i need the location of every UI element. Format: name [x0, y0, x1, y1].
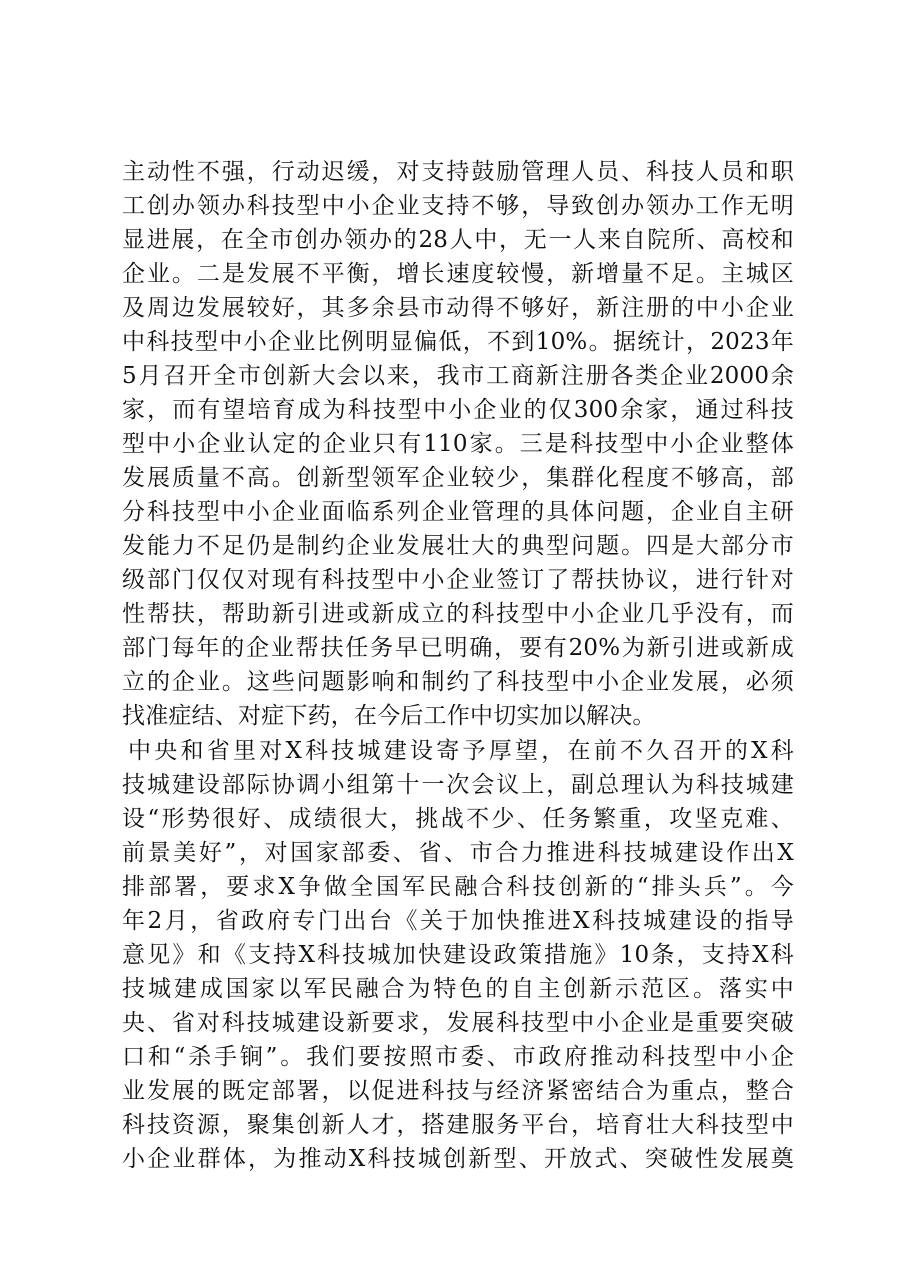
text-line: 技城建成国家以军民融合为特色的自主创新示范区。落实中	[122, 976, 794, 1002]
text-line: 业发展的既定部署，以促进科技与经济紧密结合为重点，整合	[122, 1078, 794, 1104]
text-line: 主动性不强，行动迟缓，对支持鼓励管理人员、科技人员和职	[122, 159, 794, 185]
text-line: 科技资源，聚集创新人才，搭建服务平台，培育壮大科技型中	[122, 1112, 794, 1138]
text-line: 5月召开全市创新大会以来，我市工商新注册各类企业2000余	[122, 363, 794, 389]
text-line: 企业。二是发展不平衡，增长速度较慢，新增量不足。主城区	[122, 261, 794, 287]
text-line: 分科技型中小企业面临系列企业管理的具体问题，企业自主研	[122, 499, 794, 525]
text-line: 显进展，在全市创办领办的28人中，无一人来自院所、高校和	[122, 227, 794, 253]
text-line: 意见》和《支持X科技城加快建设政策措施》10条，支持X科	[122, 942, 794, 968]
text-line: 部门每年的企业帮扶任务早已明确，要有20%为新引进或新成	[122, 635, 794, 661]
text-line: 技城建设部际协调小组第十一次会议上，副总理认为科技城建	[122, 772, 794, 798]
text-line: 发能力不足仍是制约企业发展壮大的典型问题。四是大部分市	[122, 533, 794, 559]
text-line: 口和“杀手锏”。我们要按照市委、市政府推动科技型中小企	[122, 1044, 794, 1070]
paragraph-start-line: 中央和省里对X科技城建设寄予厚望，在前不久召开的X科	[128, 738, 794, 764]
text-line: 前景美好”，对国家部委、省、市合力推进科技城建设作出X	[122, 840, 794, 866]
text-line: 级部门仅仅对现有科技型中小企业签订了帮扶协议，进行针对	[122, 567, 794, 593]
text-line: 家，而有望培育成为科技型中小企业的仅300余家，通过科技	[122, 397, 794, 423]
text-line: 性帮扶，帮助新引进或新成立的科技型中小企业几乎没有，而	[122, 601, 794, 627]
text-line: 小企业群体，为推动X科技城创新型、开放式、突破性发展奠	[122, 1146, 794, 1172]
text-line: 年2月，省政府专门出台《关于加快推进X科技城建设的指导	[122, 908, 794, 934]
text-line: 及周边发展较好，其多余县市动得不够好，新注册的中小企业	[122, 295, 794, 321]
text-line: 设“形势很好、成绩很大，挑战不少、任务繁重，攻坚克难、	[122, 806, 794, 832]
text-line: 立的企业。这些问题影响和制约了科技型中小企业发展，必须	[122, 669, 794, 695]
text-line: 工创办领办科技型中小企业支持不够，导致创办领办工作无明	[122, 193, 794, 219]
text-line: 中科技型中小企业比例明显偏低，不到10%。据统计，2023年	[122, 329, 794, 355]
text-line: 型中小企业认定的企业只有110家。三是科技型中小企业整体	[122, 431, 794, 457]
text-line: 排部署，要求X争做全国军民融合科技创新的“排头兵”。今	[122, 874, 794, 900]
text-line: 发展质量不高。创新型领军企业较少，集群化程度不够高，部	[122, 465, 794, 491]
paragraph-end-line: 找准症结、对症下药，在今后工作中切实加以解决。	[122, 703, 656, 729]
text-line: 央、省对科技城建设新要求，发展科技型中小企业是重要突破	[122, 1010, 794, 1036]
